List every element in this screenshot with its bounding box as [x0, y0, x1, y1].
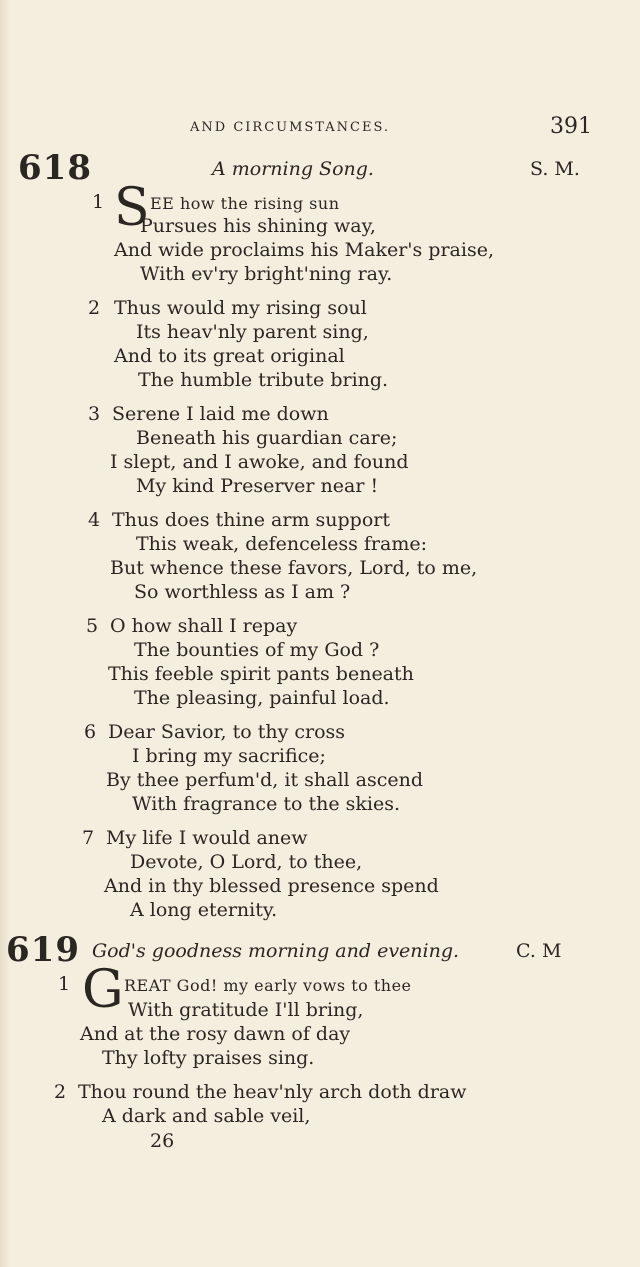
hymn-number: 619	[6, 930, 80, 970]
verse-number: 7	[82, 827, 95, 849]
verse-line: EE how the rising sun	[150, 194, 340, 213]
running-head: AND CIRCUMSTANCES.	[190, 120, 391, 135]
verse-line: With ev'ry bright'ning ray.	[140, 263, 393, 285]
hymn-meter: C. M	[516, 940, 562, 962]
verse-number: 4	[88, 509, 101, 531]
verse-line: O how shall I repay	[110, 615, 298, 637]
verse-line: The pleasing, painful load.	[134, 687, 390, 709]
hymn-title: A morning Song.	[212, 158, 374, 180]
verse-number: 1	[58, 973, 71, 995]
drop-cap: S	[114, 178, 150, 238]
verse-line: And at the rosy dawn of day	[80, 1023, 351, 1045]
drop-cap: G	[82, 960, 124, 1020]
verse-line: And in thy blessed presence spend	[104, 875, 439, 897]
hymn-title: God's goodness morning and evening.	[92, 940, 460, 962]
verse-line: My life I would anew	[106, 827, 308, 849]
verse-line: This feeble spirit pants beneath	[108, 663, 414, 685]
verse-line: I bring my sacrifice;	[132, 745, 326, 767]
verse-line: So worthless as I am ?	[134, 581, 351, 603]
verse-line: The bounties of my God ?	[134, 639, 380, 661]
verse-line: Serene I laid me down	[112, 403, 329, 425]
hymn-meter: S. M.	[530, 158, 580, 180]
verse-line: REAT God! my early vows to thee	[124, 976, 412, 995]
verse-line: A dark and sable veil,	[102, 1105, 311, 1127]
hymn-number: 618	[18, 148, 92, 188]
verse-number: 2	[54, 1081, 67, 1103]
verse-line: But whence these favors, Lord, to me,	[110, 557, 478, 579]
verse-line: With fragrance to the skies.	[132, 793, 401, 815]
verse-line: With gratitude I'll bring,	[128, 999, 364, 1021]
verse-line: A long eternity.	[130, 899, 278, 921]
verse-number: 2	[88, 297, 101, 319]
verse-line: And to its great original	[114, 345, 345, 367]
verse-line: Its heav'nly parent sing,	[136, 321, 369, 343]
verse-line: Pursues his shining way,	[140, 215, 376, 237]
page-gutter	[0, 0, 10, 1267]
verse-line: And wide proclaims his Maker's praise,	[114, 239, 494, 261]
signature-mark: 26	[150, 1130, 175, 1152]
verse-number: 3	[88, 403, 101, 425]
verse-line: My kind Preserver near !	[136, 475, 379, 497]
verse-line: Dear Savior, to thy cross	[108, 721, 346, 743]
page-number: 391	[550, 114, 592, 139]
verse-number: 1	[92, 191, 105, 213]
verse-number: 5	[86, 615, 99, 637]
verse-line: Beneath his guardian care;	[136, 427, 398, 449]
verse-line: Thus does thine arm support	[112, 509, 390, 531]
verse-line: By thee perfum'd, it shall ascend	[106, 769, 423, 791]
verse-line: Thy lofty praises sing.	[102, 1047, 315, 1069]
verse-number: 6	[84, 721, 97, 743]
verse-line: I slept, and I awoke, and found	[110, 451, 409, 473]
verse-line: Thus would my rising soul	[114, 297, 367, 319]
verse-line: This weak, defenceless frame:	[136, 533, 427, 555]
verse-line: The humble tribute bring.	[138, 369, 389, 391]
verse-line: Thou round the heav'nly arch doth draw	[78, 1081, 467, 1103]
verse-line: Devote, O Lord, to thee,	[130, 851, 363, 873]
